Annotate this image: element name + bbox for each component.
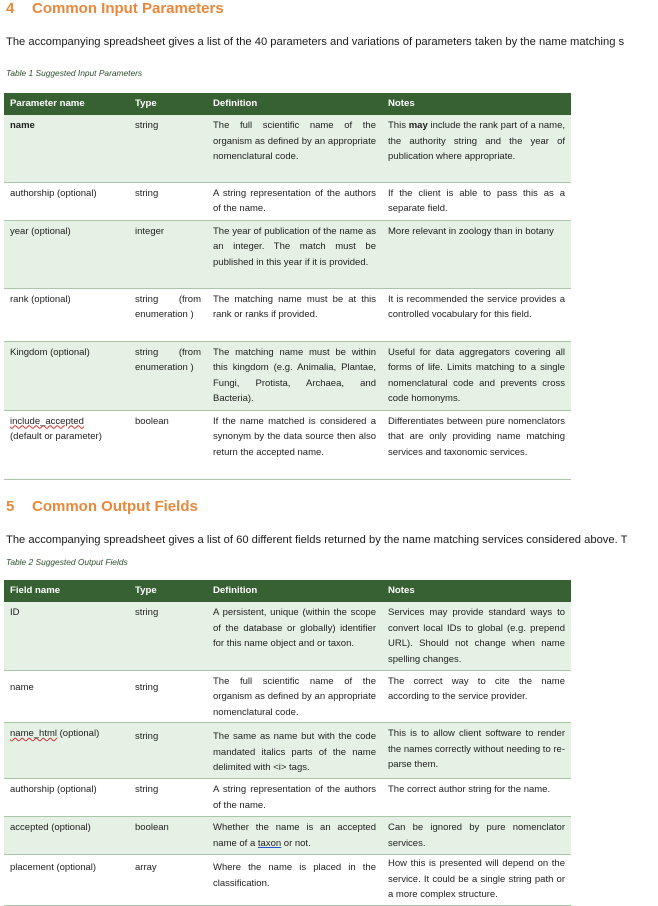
header-notes: Notes <box>382 580 571 602</box>
param-definition: The year of publication of the name as an integer. The match must be published in this year if it is provided. <box>207 220 382 288</box>
table-row <box>4 410 571 479</box>
param-notes: Useful for data aggregators covering all forms of life. Limits matching to a single nomenclatural code and prevents cross code homonyms. <box>382 341 571 410</box>
param-name-text: include_accepted <box>10 415 84 427</box>
field-notes: This is to allow client software to render the names correctly without needing to re-parse them. <box>382 723 571 779</box>
table-row <box>4 723 571 779</box>
param-name: year (optional) <box>4 220 129 288</box>
section-5-intro: The accompanying spreadsheet gives a list of 60 different fields returned by the name matching services considered above. T <box>6 534 628 546</box>
table-1-caption: Table 1 Suggested Input Parameters <box>6 68 143 78</box>
field-definition: A string representation of the authors of the name. <box>207 779 382 817</box>
field-type: string <box>129 723 207 779</box>
output-fields-table <box>4 580 571 906</box>
field-name <box>4 723 129 779</box>
param-definition: A string representation of the authors of the name. <box>207 182 382 220</box>
field-notes: How this is presented will depend on the service. It could be a single string path or a more complex structure. <box>382 855 571 906</box>
field-definition: A persistent, unique (within the scope of the database or globally) identifier for this name object and or taxon. <box>207 602 382 670</box>
table-row <box>4 602 571 670</box>
param-definition: The full scientific name of the organism as defined by an appropriate nomenclatural code. <box>207 115 382 182</box>
input-parameters-table <box>4 93 571 480</box>
param-definition: If the name matched is considered a synonym by the data source then also return the accepted name. <box>207 410 382 479</box>
table-row <box>4 288 571 341</box>
param-notes: More relevant in zoology than in botany <box>382 220 571 288</box>
field-definition: The same as name but with the code mandated italics parts of the name delimited with <i> tags. <box>207 723 382 779</box>
param-notes: It is recommended the service provides a controlled vocabulary for this field. <box>382 288 571 341</box>
field-notes: Can be ignored by pure nomenclator services. <box>382 817 571 855</box>
section-5-heading <box>6 498 198 515</box>
param-name: rank (optional) <box>4 288 129 341</box>
field-name: authorship (optional) <box>4 779 129 817</box>
notes-text: This <box>388 120 409 131</box>
header-definition: Definition <box>207 93 382 115</box>
field-name-text: name_html <box>10 728 57 739</box>
param-name: name <box>4 115 129 182</box>
table-header-row <box>4 580 571 602</box>
field-definition <box>207 817 382 855</box>
field-type: string <box>129 602 207 670</box>
param-type: string <box>129 115 207 182</box>
table-row <box>4 182 571 220</box>
field-name-suffix: (optional) <box>57 728 100 739</box>
param-type: string <box>129 182 207 220</box>
field-notes: The correct way to cite the name according to the service provider. <box>382 670 571 723</box>
param-type: integer <box>129 220 207 288</box>
definition-text: or not. <box>281 837 311 849</box>
param-type: boolean <box>129 410 207 479</box>
table-header-row <box>4 93 571 115</box>
param-notes: If the client is able to pass this as a separate field. <box>382 182 571 220</box>
section-4-intro: The accompanying spreadsheet gives a list of the 40 parameters and variations of parameters taken by the name matching s <box>6 36 625 48</box>
table-row <box>4 220 571 288</box>
field-type: string <box>129 779 207 817</box>
definition-underlined-text: taxon <box>257 837 282 849</box>
param-definition: The matching name must be within this kingdom (e.g. Animalia, Plantae, Fungi, Protista, Archaea, and Bacteria). <box>207 341 382 410</box>
param-name <box>4 410 129 479</box>
field-type: boolean <box>129 817 207 855</box>
definition-text: Whether the name is an accepted name of a <box>213 822 376 849</box>
section-4-number: 4 <box>6 0 15 17</box>
notes-bold-text: may <box>408 120 428 131</box>
header-field-name: Field name <box>4 580 129 602</box>
field-notes: Services may provide standard ways to convert local IDs to global (e.g. prepend URL). Should not change when name spelling changes. <box>382 602 571 670</box>
field-name: accepted (optional) <box>4 817 129 855</box>
field-name: name <box>4 670 129 723</box>
table-row <box>4 855 571 906</box>
param-notes: Differentiates between pure nomenclators that are only providing name matching services and taxonomic services. <box>382 410 571 479</box>
param-name-extra: (default or parameter) <box>10 431 102 442</box>
header-parameter-name: Parameter name <box>4 93 129 115</box>
param-type: string (from enumeration ) <box>129 341 207 410</box>
param-name: Kingdom (optional) <box>4 341 129 410</box>
param-type: string (from enumeration ) <box>129 288 207 341</box>
notes-text: include the rank part of a name, the authority string and the year of publication where appropriate. <box>388 120 565 162</box>
field-name: ID <box>4 602 129 670</box>
field-type: array <box>129 855 207 906</box>
header-notes: Notes <box>382 93 571 115</box>
section-4-heading <box>6 0 224 17</box>
section-4-title: Common Input Parameters <box>32 0 224 17</box>
param-notes <box>382 115 571 182</box>
header-type: Type <box>129 580 207 602</box>
header-type: Type <box>129 93 207 115</box>
table-2-caption: Table 2 Suggested Output Fields <box>6 557 128 567</box>
section-5-title: Common Output Fields <box>32 498 198 515</box>
table-row <box>4 779 571 817</box>
header-definition: Definition <box>207 580 382 602</box>
table-row <box>4 817 571 855</box>
table-row <box>4 341 571 410</box>
param-name: authorship (optional) <box>4 182 129 220</box>
section-5-number: 5 <box>6 498 15 515</box>
field-definition: The full scientific name of the organism as defined by an appropriate nomenclatural code. <box>207 670 382 723</box>
field-name: placement (optional) <box>4 855 129 906</box>
table-row <box>4 115 571 182</box>
field-notes: The correct author string for the name. <box>382 779 571 817</box>
param-definition: The matching name must be at this rank or ranks if provided. <box>207 288 382 341</box>
table-row <box>4 670 571 723</box>
field-definition: Where the name is placed in the classification. <box>207 855 382 906</box>
field-type: string <box>129 670 207 723</box>
